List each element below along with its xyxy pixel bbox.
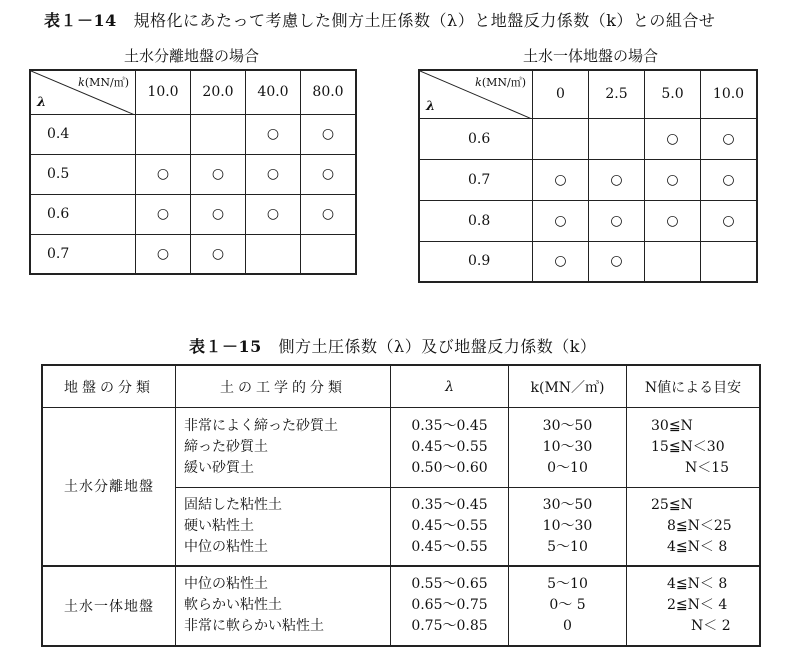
k-range: 5～10 (547, 576, 588, 592)
mark-cell (645, 241, 701, 282)
mark-cell: ○ (246, 114, 301, 154)
header-diagonal-cell (419, 70, 533, 118)
n-guide: 8≦N＜25 (667, 517, 732, 534)
soil-types-cell (176, 566, 391, 646)
k-value: 2.5 (589, 70, 645, 118)
table14-integrated (418, 69, 758, 283)
mark-cell: ○ (589, 241, 645, 282)
table15-number: 表１－15 (189, 337, 262, 356)
k-range: 30～50 (542, 496, 593, 513)
mark-cell (701, 241, 758, 282)
k-value: 5.0 (645, 70, 701, 118)
n-guide: 25≦N (651, 496, 693, 513)
mark-cell: ○ (533, 200, 589, 241)
k-range: 10～30 (542, 439, 593, 455)
table14-separate (29, 69, 357, 275)
k-value: 80.0 (301, 70, 357, 114)
k-range: 5～10 (547, 538, 588, 555)
mark-cell: ○ (589, 159, 645, 200)
k-header: k(MN/㎥) (78, 76, 129, 89)
k-cell (509, 566, 627, 646)
n-guide: 4≦N＜ 8 (667, 538, 728, 555)
lambda-cell (391, 488, 509, 566)
header-classification: 地盤の分類 (42, 365, 176, 408)
soil-type: 締った砂質土 (184, 439, 268, 455)
k-range: 30～50 (542, 418, 593, 434)
lambda-value: 0.7 (419, 159, 533, 200)
lambda-range: 0.35～0.45 (411, 496, 488, 513)
k-value: 0 (533, 70, 589, 118)
mark-cell: ○ (191, 234, 246, 274)
k-range: 0 (563, 618, 572, 634)
mark-cell: ○ (533, 241, 589, 282)
k-value: 10.0 (701, 70, 758, 118)
mark-cell: ○ (136, 234, 191, 274)
soil-type: 固結した粘性土 (184, 496, 282, 513)
lambda-range: 0.35～0.45 (411, 418, 488, 434)
n-value-cell (627, 488, 761, 566)
n-value-cell (627, 566, 761, 646)
classification-cell: 土水分離地盤 (42, 408, 176, 566)
mark-cell: ○ (136, 194, 191, 234)
mark-cell (533, 118, 589, 159)
k-range: 0～10 (547, 460, 588, 476)
lambda-range: 0.55～0.65 (411, 576, 488, 592)
lambda-value: 0.9 (419, 241, 533, 282)
mark-cell: ○ (701, 159, 758, 200)
soil-types-cell (176, 408, 391, 488)
mark-cell: ○ (533, 159, 589, 200)
k-range: 0～ 5 (549, 597, 586, 613)
k-value: 40.0 (246, 70, 301, 114)
header-soil-type: 土の工学的分類 (176, 365, 391, 408)
lambda-value: 0.8 (419, 200, 533, 241)
table14-number: 表１－14 (44, 11, 117, 30)
lambda-range: 0.45～0.55 (411, 538, 488, 555)
soil-type: 軟らかい粘性土 (184, 597, 282, 613)
mark-cell: ○ (301, 194, 357, 234)
table14-title-text: 規格化にあたって考慮した側方土圧係数（λ）と地盤反力係数（k）との組合せ (133, 11, 716, 30)
lambda-cell (391, 408, 509, 488)
table14-title (44, 8, 715, 31)
lambda-value: 0.5 (30, 154, 136, 194)
mark-cell: ○ (191, 154, 246, 194)
k-range: 10～30 (542, 517, 593, 534)
lambda-value: 0.7 (30, 234, 136, 274)
n-guide: 15≦N＜30 (651, 439, 725, 455)
lambda-header: λ (426, 98, 436, 114)
mark-cell (301, 234, 357, 274)
lambda-value: 0.6 (30, 194, 136, 234)
table15-title-text: 側方土圧係数（λ）及び地盤反力係数（k） (278, 337, 597, 356)
n-guide: 4≦N＜ 8 (667, 576, 728, 592)
n-value-cell (627, 408, 761, 488)
mark-cell: ○ (301, 114, 357, 154)
soil-type: 緩い砂質土 (184, 460, 254, 476)
n-guide: 2≦N＜ 4 (667, 597, 728, 613)
k-header: k(MN/㎥) (475, 76, 526, 89)
table15-title (189, 334, 596, 357)
mark-cell: ○ (246, 194, 301, 234)
table14-integrated-caption: 土水一体地盤の場合 (523, 47, 659, 65)
mark-cell (246, 234, 301, 274)
n-guide: N＜15 (685, 460, 730, 476)
lambda-range: 0.75～0.85 (411, 618, 488, 634)
mark-cell: ○ (645, 159, 701, 200)
lambda-range: 0.65～0.75 (411, 597, 488, 613)
lambda-range: 0.45～0.55 (411, 517, 488, 534)
soil-type: 硬い粘性土 (184, 517, 254, 534)
lambda-range: 0.50～0.60 (411, 460, 488, 476)
header-k: k(MN／㎥) (509, 365, 627, 408)
classification-cell: 土水一体地盤 (42, 566, 176, 646)
header-n-value: N値による目安 (627, 365, 761, 408)
mark-cell (589, 118, 645, 159)
lambda-range: 0.45～0.55 (411, 439, 488, 455)
mark-cell: ○ (645, 118, 701, 159)
table15 (41, 364, 761, 647)
mark-cell: ○ (701, 200, 758, 241)
lambda-value: 0.4 (30, 114, 136, 154)
mark-cell: ○ (589, 200, 645, 241)
mark-cell: ○ (246, 154, 301, 194)
mark-cell: ○ (136, 154, 191, 194)
lambda-cell (391, 566, 509, 646)
soil-type: 中位の粘性土 (184, 576, 268, 592)
n-guide: N＜ 2 (691, 618, 731, 634)
lambda-header: λ (37, 94, 47, 110)
mark-cell (136, 114, 191, 154)
k-value: 20.0 (191, 70, 246, 114)
k-cell (509, 408, 627, 488)
header-diagonal-cell (30, 70, 136, 114)
mark-cell: ○ (301, 154, 357, 194)
mark-cell: ○ (645, 200, 701, 241)
n-guide: 30≦N (651, 418, 693, 434)
soil-type: 非常に軟らかい粘性土 (184, 618, 324, 634)
soil-type: 中位の粘性土 (184, 538, 268, 555)
soil-types-cell (176, 488, 391, 566)
header-lambda: λ (391, 365, 509, 408)
mark-cell: ○ (701, 118, 758, 159)
soil-type: 非常によく締った砂質土 (184, 418, 338, 434)
k-cell (509, 488, 627, 566)
k-value: 10.0 (136, 70, 191, 114)
lambda-value: 0.6 (419, 118, 533, 159)
mark-cell: ○ (191, 194, 246, 234)
mark-cell (191, 114, 246, 154)
table14-separate-caption: 土水分離地盤の場合 (124, 47, 260, 65)
